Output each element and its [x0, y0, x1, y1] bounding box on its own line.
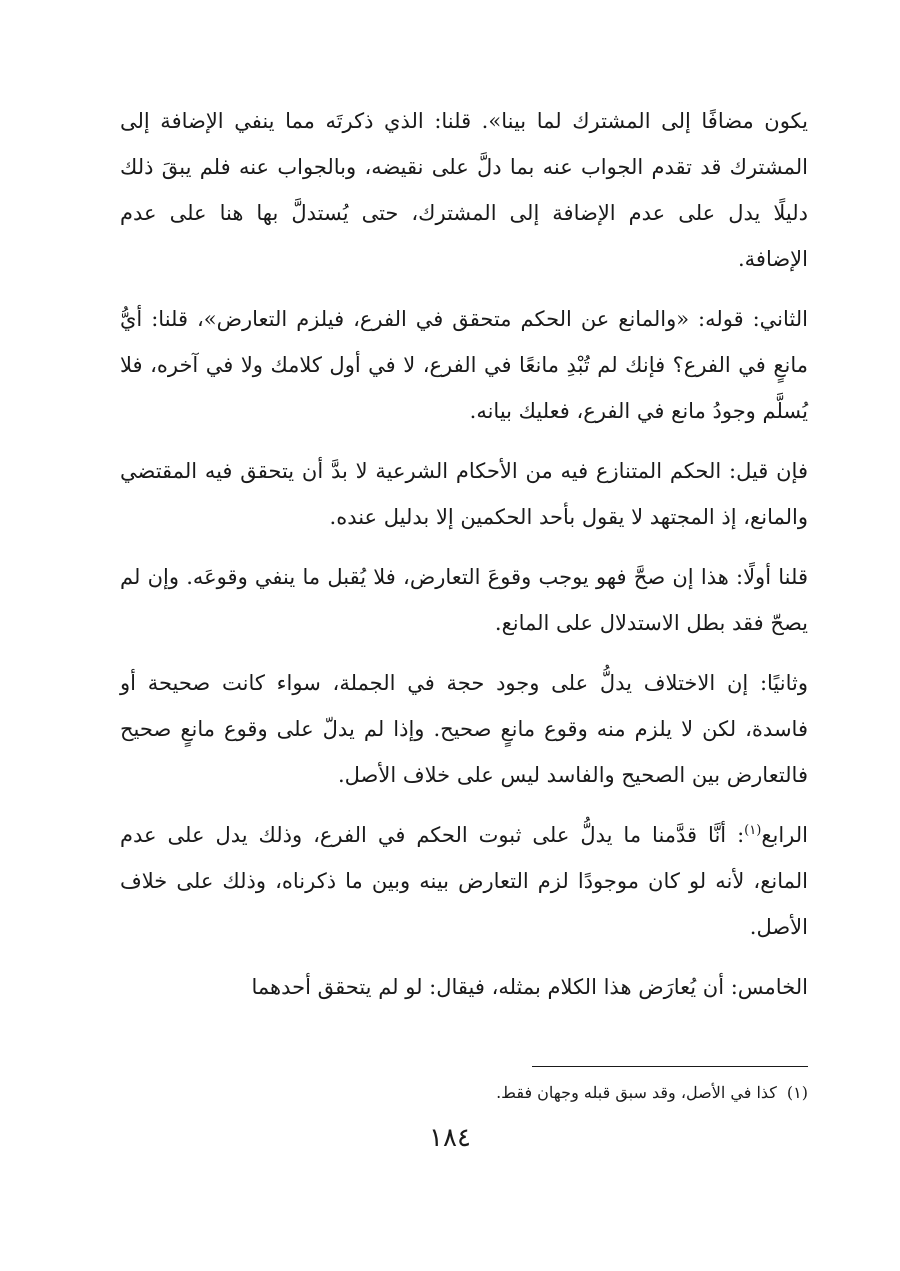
main-text — [120, 98, 808, 1024]
paragraph-6 — [120, 812, 808, 950]
footnote-reference: (١) — [744, 823, 762, 838]
paragraph-5: وثانيًا: إن الاختلاف يدلُّ على وجود حجة في الجملة، سواء كانت صحيحة أو فاسدة، لكن لا يلزم منه وقوع مانعٍ صحيح. وإذا لم يدلّ على وقوع مانعٍ صحيح فالتعارض بين الصحيح والفاسد ليس على خلاف الأصل. — [120, 671, 808, 787]
footnote — [120, 1078, 808, 1108]
footnote-text: كذا في الأصل، وقد سبق قبله وجهان فقط. — [496, 1083, 777, 1102]
paragraph-2: الثاني: قوله: «والمانع عن الحكم متحقق في الفرع، فيلزم التعارض»، قلنا: أيُّ مانعٍ في الفرع؟ فإنك لم تُبْدِ مانعًا في الفرع، لا في أول كلامك ولا في آخره، فلا يُسلَّم وجودُ مانع في الفرع، فعليك بيانه. — [120, 307, 808, 423]
paragraph-3: فإن قيل: الحكم المتنازع فيه من الأحكام الشرعية لا بدَّ أن يتحقق فيه المقتضي والمانع، إذ المجتهد لا يقول بأحد الحكمين إلا بدليل عنده. — [120, 459, 808, 529]
paragraph-4: قلنا أولًا: هذا إن صحَّ فهو يوجب وقوعَ التعارض، فلا يُقبل ما ينفي وقوعَه. وإن لم يصحّ فقد بطل الاستدلال على المانع. — [120, 565, 808, 635]
paragraph-1: يكون مضافًا إلى المشترك لما بينا». قلنا: الذي ذكرتَه مما ينفي الإضافة إلى المشترك قد تقدم الجواب عنه بما دلَّ على نقيضه، وبالجواب عنه فلم يبقَ ذلك دليلًا يدل على عدم الإضافة إلى المشترك، حتى يُستدلَّ بها هنا على عدم الإضافة. — [120, 109, 808, 271]
paragraph-6-body: : أنَّا قدَّمنا ما يدلُّ على ثبوت الحكم في الفرع، وذلك يدل على عدم المانع، لأنه لو كان موجودًا لزم التعارض بينه وبين ما ذكرناه، وذلك على خلاف الأصل. — [120, 823, 808, 939]
footnote-separator — [532, 1066, 808, 1067]
footnote-number: (١) — [786, 1083, 808, 1102]
paragraph-7: الخامس: أن يُعارَض هذا الكلام بمثله، فيقال: لو لم يتحقق أحدهما — [251, 975, 808, 999]
page-number: ١٨٤ — [429, 1123, 471, 1153]
paragraph-6-lead: الرابع — [761, 823, 808, 847]
